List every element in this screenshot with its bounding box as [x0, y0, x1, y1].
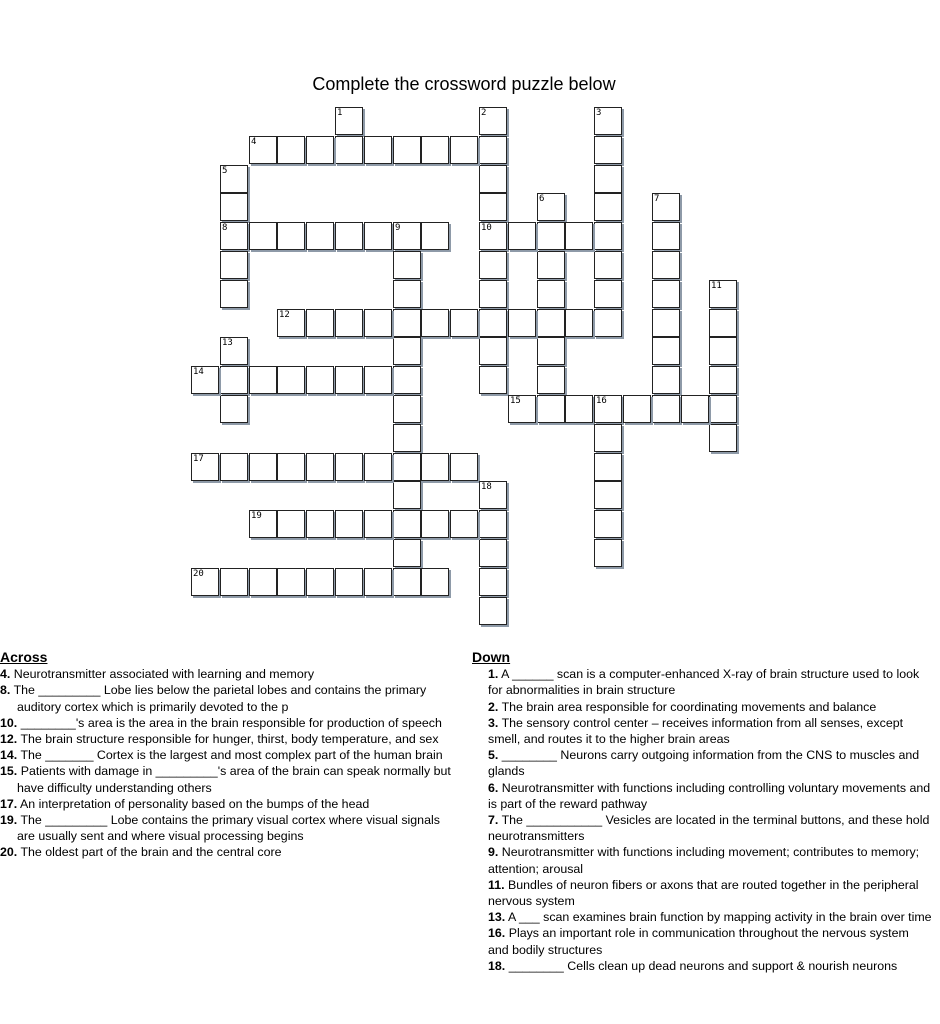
crossword-cell[interactable] [249, 568, 277, 596]
crossword-cell[interactable] [537, 193, 565, 221]
crossword-cell[interactable] [623, 395, 651, 423]
crossword-cell[interactable] [479, 597, 507, 625]
crossword-cell[interactable] [537, 395, 565, 423]
crossword-cell[interactable] [594, 539, 622, 567]
crossword-cell[interactable] [421, 136, 449, 164]
crossword-cell[interactable] [479, 510, 507, 538]
crossword-cell[interactable] [393, 481, 421, 509]
crossword-cell[interactable] [220, 366, 248, 394]
cell-number: 2 [481, 108, 487, 118]
crossword-cell[interactable] [220, 280, 248, 308]
crossword-cell[interactable] [479, 366, 507, 394]
crossword-cell[interactable] [565, 222, 593, 250]
crossword-cell[interactable] [594, 165, 622, 193]
crossword-cell[interactable] [421, 309, 449, 337]
crossword-cell[interactable] [335, 453, 363, 481]
clue-down: 11. Bundles of neuron fibers or axons that are routed together in the peripheral nervous system [488, 877, 919, 909]
crossword-cell[interactable] [479, 539, 507, 567]
crossword-cell[interactable] [421, 453, 449, 481]
crossword-cell[interactable] [479, 481, 507, 509]
crossword-cell[interactable] [652, 222, 680, 250]
crossword-cell[interactable] [594, 395, 622, 423]
cell-number: 5 [222, 166, 228, 176]
crossword-cell[interactable] [594, 136, 622, 164]
crossword-cell[interactable] [537, 222, 565, 250]
crossword-cell[interactable] [393, 251, 421, 279]
crossword-cell[interactable] [249, 136, 277, 164]
crossword-cell[interactable] [479, 107, 507, 135]
cell-number: 10 [481, 223, 492, 233]
crossword-cell[interactable] [709, 424, 737, 452]
crossword-cell[interactable] [594, 481, 622, 509]
crossword-cell[interactable] [508, 222, 536, 250]
clue-down: 6. Neurotransmitter with functions including controlling voluntary movements and is part of the reward pathway [488, 780, 931, 811]
crossword-cell[interactable] [594, 309, 622, 337]
crossword-cell[interactable] [652, 280, 680, 308]
clue-across: 17. An interpretation of personality based on the bumps of the head [0, 796, 370, 811]
crossword-cell[interactable] [249, 453, 277, 481]
crossword-cell[interactable] [364, 510, 392, 538]
crossword-cell[interactable] [335, 510, 363, 538]
cell-number: 8 [222, 223, 228, 233]
cell-number: 9 [395, 223, 401, 233]
cell-number: 1 [337, 108, 343, 118]
crossword-cell[interactable] [421, 222, 449, 250]
crossword-cell[interactable] [364, 309, 392, 337]
crossword-cell[interactable] [421, 568, 449, 596]
crossword-cell[interactable] [393, 510, 421, 538]
clue-down: 16. Plays an important role in communication throughout the nervous system and bodily structures [488, 926, 909, 957]
crossword-cell[interactable] [306, 568, 334, 596]
cell-number: 14 [193, 367, 204, 377]
crossword-cell[interactable] [537, 366, 565, 394]
crossword-cell[interactable] [364, 136, 392, 164]
crossword-cell[interactable] [594, 510, 622, 538]
cell-number: 17 [193, 454, 204, 464]
crossword-cell[interactable] [220, 337, 248, 365]
crossword-cell[interactable] [191, 568, 219, 596]
crossword-cell[interactable] [479, 222, 507, 250]
crossword-cell[interactable] [364, 366, 392, 394]
crossword-cell[interactable] [364, 568, 392, 596]
crossword-cell[interactable] [393, 395, 421, 423]
crossword-cell[interactable] [393, 424, 421, 452]
crossword-cell[interactable] [508, 395, 536, 423]
crossword-cell[interactable] [306, 510, 334, 538]
cell-number: 18 [481, 482, 492, 492]
crossword-cell[interactable] [479, 568, 507, 596]
cell-number: 6 [539, 194, 545, 204]
clue-across: 19. The _________ Lobe contains the primary visual cortex where visual signals are usually sent and where visual processing begins [0, 813, 440, 844]
crossword-cell[interactable] [249, 222, 277, 250]
crossword-cell[interactable] [335, 107, 363, 135]
crossword-cell[interactable] [277, 309, 305, 337]
crossword-cell[interactable] [220, 193, 248, 221]
crossword-cell[interactable] [277, 510, 305, 538]
crossword-cell[interactable] [594, 280, 622, 308]
clue-down: 18. ________ Cells clean up dead neurons and support & nourish neurons [488, 958, 898, 973]
crossword-cell[interactable] [479, 165, 507, 193]
cell-number: 11 [711, 281, 722, 291]
crossword-cell[interactable] [393, 453, 421, 481]
crossword-cell[interactable] [652, 309, 680, 337]
crossword-cell[interactable] [335, 309, 363, 337]
cell-number: 15 [510, 396, 521, 406]
clue-down: 13. A ___ scan examines brain function by mapping activity in the brain over time [488, 910, 932, 925]
crossword-cell[interactable] [709, 280, 737, 308]
crossword-cell[interactable] [508, 309, 536, 337]
clue-across: 14. The _______ Cortex is the largest and most complex part of the human brain [0, 748, 443, 763]
crossword-cell[interactable] [537, 251, 565, 279]
across-clues [0, 649, 458, 861]
crossword-cell[interactable] [277, 568, 305, 596]
crossword-cell[interactable] [709, 337, 737, 365]
crossword-cell[interactable] [191, 366, 219, 394]
crossword-cell[interactable] [393, 222, 421, 250]
crossword-cell[interactable] [306, 366, 334, 394]
cell-number: 3 [596, 108, 602, 118]
clue-across: 8. The _________ Lobe lies below the parietal lobes and contains the primary auditory cortex which is primarily devoted to the p [0, 683, 427, 714]
crossword-cell[interactable] [709, 366, 737, 394]
crossword-cell[interactable] [565, 395, 593, 423]
crossword-cell[interactable] [335, 136, 363, 164]
crossword-cell[interactable] [249, 366, 277, 394]
crossword-cell[interactable] [594, 424, 622, 452]
crossword-cell[interactable] [277, 222, 305, 250]
clue-down: 7. The ___________ Vesicles are located in the terminal buttons, and these hold neurotransmitters [488, 813, 930, 844]
clue-across: 12. The brain structure responsible for hunger, thirst, body temperature, and sex [0, 732, 439, 747]
clue-across: 20. The oldest part of the brain and the central core [0, 845, 282, 860]
crossword-cell[interactable] [652, 395, 680, 423]
cell-number: 4 [251, 137, 257, 147]
crossword-cell[interactable] [537, 337, 565, 365]
clue-down: 9. Neurotransmitter with functions including movement; contributes to memory; attention; arousal [488, 845, 920, 876]
crossword-cell[interactable] [249, 510, 277, 538]
crossword-cell[interactable] [364, 222, 392, 250]
crossword-cell[interactable] [594, 222, 622, 250]
crossword-cell[interactable] [335, 568, 363, 596]
crossword-cell[interactable] [393, 337, 421, 365]
crossword-cell[interactable] [709, 395, 737, 423]
crossword-cell[interactable] [479, 280, 507, 308]
crossword-cell[interactable] [479, 337, 507, 365]
crossword-cell[interactable] [335, 366, 363, 394]
clue-down: 1. A ______ scan is a computer-enhanced X-ray of brain structure used to look for abnormalities in brain structure [488, 667, 920, 698]
crossword-cell[interactable] [220, 568, 248, 596]
crossword-cell[interactable] [479, 309, 507, 337]
crossword-cell[interactable] [421, 510, 449, 538]
crossword-cell[interactable] [450, 453, 478, 481]
crossword-cell[interactable] [364, 453, 392, 481]
crossword-cell[interactable] [479, 251, 507, 279]
crossword-cell[interactable] [191, 453, 219, 481]
crossword-cell[interactable] [709, 309, 737, 337]
crossword-cell[interactable] [220, 222, 248, 250]
clue-across: 10. ________'s area is the area in the brain responsible for production of speech [0, 715, 442, 730]
crossword-cell[interactable] [393, 539, 421, 567]
crossword-cell[interactable] [393, 568, 421, 596]
down-clues [472, 649, 932, 974]
crossword-cell[interactable] [450, 510, 478, 538]
crossword-cell[interactable] [306, 453, 334, 481]
crossword-cell[interactable] [479, 136, 507, 164]
crossword-cell[interactable] [220, 395, 248, 423]
clue-down: 2. The brain area responsible for coordinating movements and balance [488, 699, 877, 714]
crossword-cell[interactable] [652, 251, 680, 279]
crossword-cell[interactable] [277, 136, 305, 164]
clue-across: 4. Neurotransmitter associated with learning and memory [0, 667, 315, 682]
crossword-cell[interactable] [306, 309, 334, 337]
cell-number: 7 [654, 194, 660, 204]
cell-number: 20 [193, 569, 204, 579]
crossword-cell[interactable] [450, 136, 478, 164]
crossword-cell[interactable] [450, 309, 478, 337]
crossword-cell[interactable] [393, 309, 421, 337]
crossword-cell[interactable] [652, 337, 680, 365]
crossword-cell[interactable] [594, 251, 622, 279]
crossword-cell[interactable] [393, 136, 421, 164]
clue-down: 5. ________ Neurons carry outgoing information from the CNS to muscles and glands [488, 748, 920, 779]
crossword-cell[interactable] [393, 366, 421, 394]
crossword-cell[interactable] [306, 136, 334, 164]
across-heading: Across [0, 649, 48, 665]
crossword-cell[interactable] [537, 280, 565, 308]
page-title: Complete the crossword puzzle below [312, 74, 616, 94]
crossword-cell[interactable] [220, 251, 248, 279]
crossword-cell[interactable] [277, 366, 305, 394]
crossword-cell[interactable] [277, 453, 305, 481]
crossword-cell[interactable] [652, 193, 680, 221]
crossword-cell[interactable] [220, 453, 248, 481]
crossword-cell[interactable] [652, 366, 680, 394]
cell-number: 13 [222, 338, 233, 348]
down-heading: Down [472, 649, 511, 665]
crossword-cell[interactable] [479, 193, 507, 221]
crossword-cell[interactable] [537, 309, 565, 337]
cell-number: 19 [251, 511, 262, 521]
crossword-cell[interactable] [594, 193, 622, 221]
crossword-cell[interactable] [306, 222, 334, 250]
clue-down: 3. The sensory control center – receives information from all senses, except smell, and routes it to the higher brain areas [488, 715, 904, 747]
clue-across: 15. Patients with damage in _________'s area of the brain can speak normally but have difficulty understanding others [0, 764, 451, 795]
crossword-cell[interactable] [594, 453, 622, 481]
crossword-cell[interactable] [220, 165, 248, 193]
crossword-cell[interactable] [335, 222, 363, 250]
crossword-cell[interactable] [681, 395, 709, 423]
cell-number: 16 [596, 396, 607, 406]
crossword-cell[interactable] [565, 309, 593, 337]
crossword-cell[interactable] [393, 280, 421, 308]
cell-number: 12 [279, 310, 290, 320]
crossword-cell[interactable] [594, 107, 622, 135]
